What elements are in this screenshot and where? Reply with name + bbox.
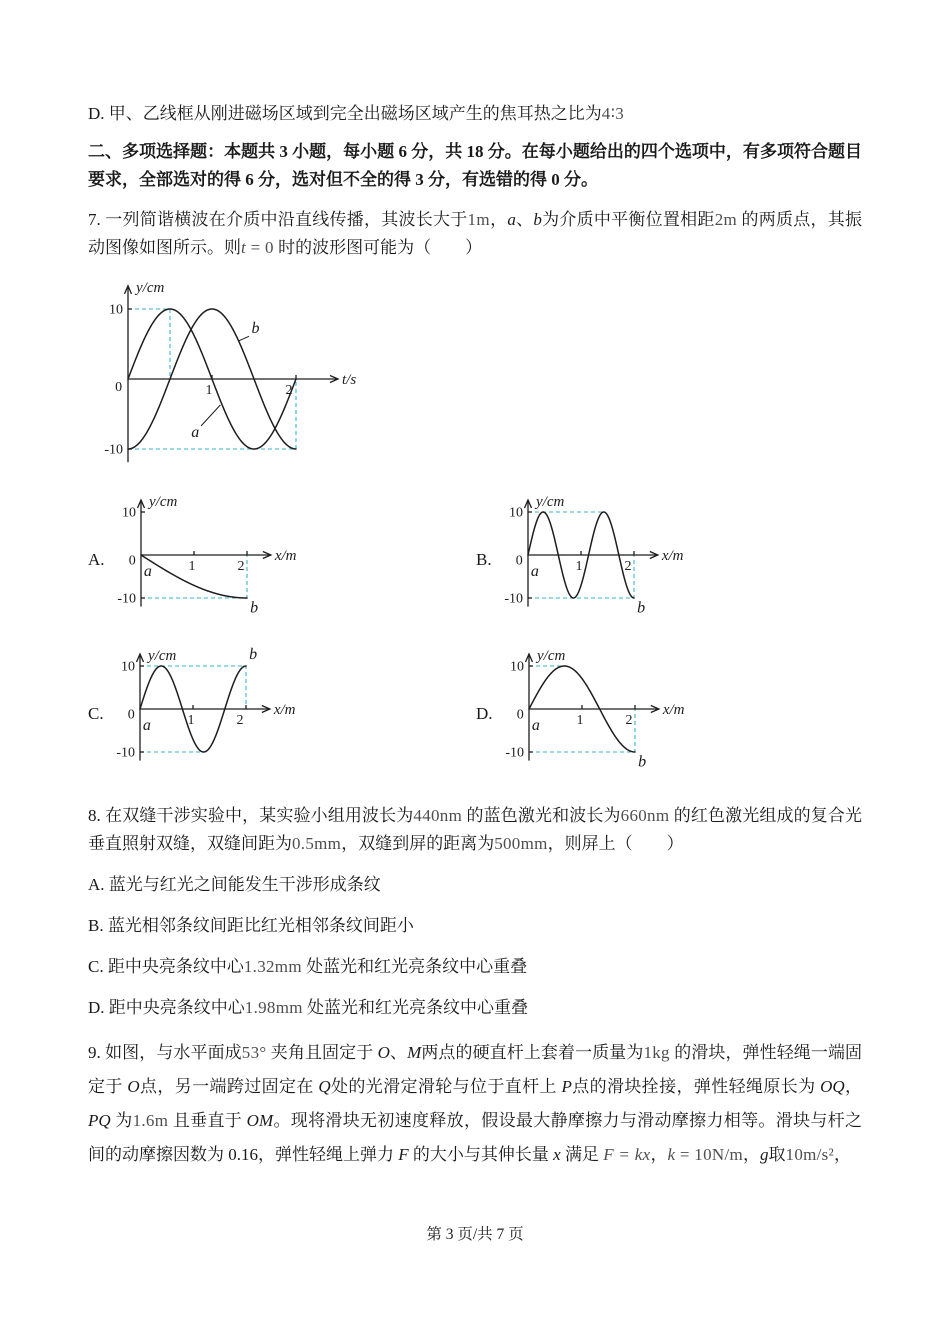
inline-math: 1m [467, 209, 490, 229]
inline-math: OM [246, 1110, 274, 1130]
inline-text: 的红色激光组成的复合光垂直照射双缝，双缝间距为 [88, 806, 863, 854]
q7-vibration-graph [88, 267, 388, 475]
svg-text:b: b [251, 320, 260, 338]
q8-option-c [88, 953, 862, 981]
inline-text: ，双缝到屏的距离为 [341, 834, 495, 854]
prev-question-option-d [88, 100, 862, 128]
inline-math: 53° [241, 1042, 267, 1062]
q7-option-b [476, 492, 710, 628]
svg-text:0: 0 [115, 380, 123, 396]
q7-option-d-graph [499, 646, 711, 782]
svg-text:-10: -10 [503, 591, 523, 607]
inline-text: ， [650, 1144, 668, 1164]
question-9-stem [88, 1036, 862, 1172]
svg-text:y/cm: y/cm [535, 494, 564, 511]
q8-option-a [88, 871, 862, 899]
q8-option-d [88, 994, 862, 1022]
q7-option-d-label: D. [476, 704, 493, 724]
inline-text: ， [833, 1144, 851, 1164]
inline-math: k [667, 1144, 676, 1164]
inline-math: x [553, 1144, 561, 1164]
svg-text:0: 0 [516, 707, 524, 723]
svg-text:10: 10 [509, 659, 524, 675]
inline-math: a [507, 209, 516, 229]
inline-math: OQ [820, 1076, 845, 1096]
inline-text: ，则屏上（ ） [547, 834, 684, 854]
svg-text:-10: -10 [504, 745, 524, 761]
svg-text:a: a [142, 717, 151, 735]
inline-text: 处蓝光和红光亮条纹中心重叠 [302, 997, 529, 1017]
section-2-header [88, 138, 862, 194]
svg-text:2: 2 [625, 713, 633, 729]
q7-option-b-label: B. [476, 550, 492, 570]
question-7-stem [88, 206, 862, 262]
inline-math: 10m/s² [785, 1144, 834, 1164]
inline-text: 的两质点，其振动图像如图所示。则 [88, 209, 863, 257]
q7-option-a-label: A. [88, 550, 105, 570]
inline-math: = 0 [246, 237, 274, 257]
question-8-stem [88, 802, 862, 858]
q7-vibration-figure [88, 267, 862, 480]
inline-text: ， [489, 209, 508, 229]
inline-text: 。现将滑块无初速度释放，假设最大静摩擦力与滑动摩擦力相等。滑块与杆之间的动摩擦因数为 0.16，弹性轻绳上弹力 [88, 1110, 863, 1164]
inline-math: O [377, 1042, 390, 1062]
q7-option-c [88, 646, 476, 782]
svg-text:y/cm: y/cm [148, 494, 177, 511]
svg-text:b: b [249, 599, 258, 617]
inline-text: 、 [389, 1042, 408, 1062]
svg-text:2: 2 [236, 713, 244, 729]
svg-text:10: 10 [109, 302, 123, 318]
inline-text: 为介质中平衡位置相距 [541, 209, 715, 229]
svg-text:-10: -10 [115, 745, 135, 761]
inline-text: ， [844, 1076, 863, 1096]
inline-math: 1.32mm [243, 956, 302, 976]
svg-text:b: b [248, 646, 257, 664]
inline-text: 7. 一列简谐横波在介质中沿直线传播，其波长大于 [88, 209, 468, 229]
svg-text:0: 0 [128, 553, 136, 569]
inline-text: 点，另一端跨过固定在 [139, 1076, 319, 1096]
inline-text: 夹角且固定于 [266, 1042, 378, 1062]
svg-text:y/cm: y/cm [536, 648, 565, 665]
svg-text:x/m: x/m [274, 548, 297, 565]
svg-text:a: a [530, 563, 539, 581]
q7-option-c-label: C. [88, 704, 104, 724]
svg-text:0: 0 [515, 553, 523, 569]
inline-text: 满足 [560, 1144, 604, 1164]
inline-text: 点的滑块拴接，弹性轻绳原长为 [571, 1076, 821, 1096]
svg-text:10: 10 [121, 505, 136, 521]
svg-text:1: 1 [187, 713, 195, 729]
inline-math: M [407, 1042, 422, 1062]
inline-math: PQ [88, 1110, 111, 1130]
inline-text: 的蓝色激光和波长为 [462, 806, 621, 826]
inline-math: g [760, 1144, 769, 1164]
inline-math: 0.5mm [292, 834, 342, 854]
inline-text: 且垂直于 [168, 1110, 247, 1130]
svg-text:b: b [636, 599, 645, 617]
inline-text: A. 蓝光与红光之间能发生干涉形成条纹 [88, 875, 381, 895]
svg-text:2: 2 [624, 559, 632, 575]
inline-math: F [398, 1144, 409, 1164]
inline-text: 处的光滑定滑轮与位于直杆上 [330, 1076, 562, 1096]
svg-text:a: a [143, 563, 152, 581]
inline-text: C. 距中央亮条纹中心 [88, 956, 244, 976]
inline-math: 1.6m [132, 1110, 169, 1130]
svg-text:y/cm: y/cm [136, 280, 165, 297]
inline-text: 二、多项选择题：本题共 3 小题，每小题 6 分，共 18 分。在每小题给出的四个选项中，有多项符合题目要求，全部选对的得 6 分，选对但不全的得 3 分，有选错的得 0 分。 [88, 141, 862, 189]
inline-math: t [241, 237, 247, 257]
inline-text: 的滑块，弹性轻绳一端固定于 [88, 1042, 863, 1096]
svg-text:10: 10 [508, 505, 523, 521]
svg-text:b: b [637, 753, 646, 771]
svg-text:0: 0 [127, 707, 135, 723]
svg-text:2: 2 [237, 559, 245, 575]
inline-text: 取 [768, 1144, 786, 1164]
inline-math: 4∶3 [601, 104, 625, 123]
svg-text:10: 10 [120, 659, 135, 675]
inline-math: 1.98mm [244, 997, 303, 1017]
inline-math: 2m [714, 209, 738, 229]
svg-text:x/m: x/m [661, 548, 684, 565]
q7-option-d [476, 646, 711, 782]
inline-text: 8. 在双缝干涉实验中，某实验小组用波长为 [88, 806, 414, 826]
svg-text:1: 1 [205, 383, 213, 399]
svg-text:y/cm: y/cm [147, 648, 176, 665]
inline-text: ， [743, 1144, 761, 1164]
inline-math: P [561, 1076, 572, 1096]
svg-text:-10: -10 [104, 442, 123, 458]
inline-math: F = kx [603, 1144, 651, 1164]
inline-math: = 10N/m [675, 1144, 744, 1164]
svg-text:x/m: x/m [273, 702, 296, 719]
svg-text:a: a [191, 424, 200, 442]
q7-option-b-graph [498, 492, 710, 628]
q7-options-row-1 [88, 492, 862, 628]
inline-text: 为 [110, 1110, 133, 1130]
inline-math: 500mm [494, 834, 548, 854]
svg-text:x/m: x/m [662, 702, 685, 719]
inline-math: 440nm [413, 806, 463, 826]
svg-text:-10: -10 [116, 591, 136, 607]
inline-text: 9. 如图，与水平面成 [88, 1042, 242, 1062]
inline-math: 660nm [620, 806, 670, 826]
svg-text:1: 1 [576, 713, 584, 729]
inline-text: B. 蓝光相邻条纹间距比红光相邻条纹间距小 [88, 916, 414, 935]
q7-option-c-graph [110, 646, 322, 782]
q7-option-a [88, 492, 476, 628]
inline-text: 、 [515, 209, 534, 229]
inline-math: b [533, 209, 542, 229]
q7-option-a-graph [111, 492, 323, 628]
inline-text: 处蓝光和红光亮条纹中心重叠 [301, 956, 528, 976]
svg-text:1: 1 [575, 559, 583, 575]
inline-text: 两点的硬直杆上套着一质量为 [421, 1042, 644, 1062]
inline-text: D. 距中央亮条纹中心 [88, 997, 245, 1017]
inline-text: D. 甲、乙线框从刚进磁场区域到完全出磁场区域产生的焦耳热之比为 [88, 104, 602, 123]
inline-math: 1kg [643, 1042, 670, 1062]
inline-text: 的大小与其伸长量 [408, 1144, 554, 1164]
q7-options-row-2 [88, 646, 862, 782]
inline-math: O [127, 1076, 140, 1096]
inline-math: Q [318, 1076, 331, 1096]
svg-text:1: 1 [188, 559, 196, 575]
svg-text:2: 2 [285, 383, 293, 399]
svg-text:a: a [531, 717, 540, 735]
inline-text: 时的波形图可能为（ ） [273, 237, 483, 257]
page-footer: 第 3 页/共 7 页 [426, 1226, 524, 1243]
q8-option-b [88, 912, 862, 940]
svg-text:t/s: t/s [342, 372, 357, 389]
